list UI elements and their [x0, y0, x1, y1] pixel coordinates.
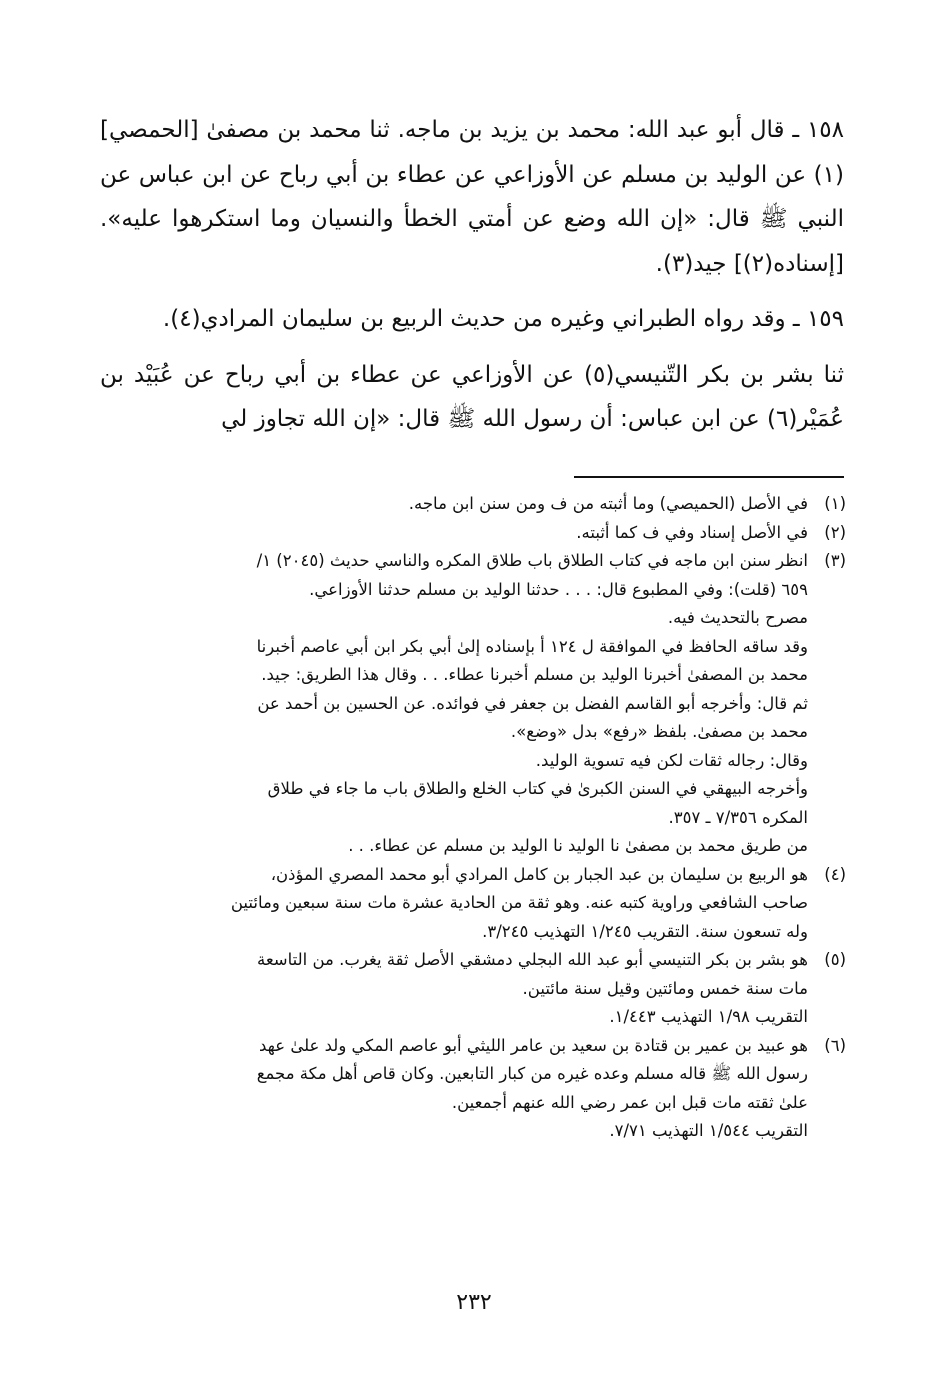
- main-text: [100, 108, 844, 442]
- footnote-body: [100, 946, 808, 1032]
- footnote-line: رسول الله ﷺ قاله مسلم وعده غيره من كبار التابعين. وكان قاص أهل مكة مجمع: [256, 1064, 808, 1083]
- footnote-line: وله تسعون سنة. التقريب ١/٢٤٥ التهذيب ٣/٢٤٥.: [482, 921, 808, 941]
- footnote-line: وأخرجه البيهقي في السنن الكبرىٰ في كتاب الخلع والطلاق باب ما جاء في طلاق: [267, 779, 808, 798]
- footnote-number: (٥): [824, 950, 846, 969]
- footnote-line: محمد بن مصفىٰ. بلفظ «رفع» بدل «وضع».: [510, 722, 808, 741]
- footnote-line: وقال: رجاله ثقات لكن فيه تسوية الوليد.: [535, 750, 808, 770]
- footnote-line: انظر سنن ابن ماجه في كتاب الطلاق باب طلاق المكره والناسي حديث (٢٠٤٥) ١/: [256, 551, 808, 570]
- footnote-line: في الأصل إسناد وفي ف كما أثبته.: [576, 522, 808, 542]
- footnote-3: [100, 547, 846, 861]
- footnote-line: مصرح بالتحديث فيه.: [667, 608, 808, 627]
- footnote-line: محمد بن المصفىٰ أخبرنا الوليد بن مسلم أخبرنا عطاء. . . وقال هذا الطريق: جيد.: [261, 665, 808, 684]
- footnote-1: [100, 490, 846, 519]
- chain-paragraph: ثنا بشر بن بكر التّنيسي(٥) عن الأوزاعي عن عطاء بن أبي رباح عن عُبَيْد بن عُمَيْر(٦) عن ابن عباس: أن رسول الله ﷺ قال: «إن الله تجاوز لي: [100, 361, 844, 432]
- footnote-4: [100, 861, 846, 947]
- footnote-line: ٦٥٩ (قلت): وفي المطبوع قال: . . . حدثنا الوليد بن مسلم حدثنا الأوزاعي.: [309, 579, 808, 599]
- footnote-line: في الأصل (الحميصي) وما أثبته من ف ومن سنن ابن ماجه.: [408, 494, 808, 513]
- footnote-body: [100, 490, 808, 519]
- footnote-line: من طريق محمد بن مصفىٰ نا الوليد نا الوليد بن مسلم عن عطاء. . .: [348, 836, 808, 855]
- hadith-159-paragraph: ١٥٩ ـ وقد رواه الطبراني وغيره من حديث الربيع بن سليمان المرادي(٤).: [162, 306, 844, 332]
- footnote-line: علىٰ ثقته مات قبل ابن عمر رضي الله عنهم أجمعين.: [451, 1092, 808, 1112]
- footnote-line: صاحب الشافعي وراوية كتبه عنه. وهو ثقة من الحادية عشرة مات سنة سبعين ومائتين: [230, 893, 808, 912]
- footnote-line: هو عبيد بن عمير بن قتادة بن سعيد بن عامر الليثي أبو عاصم المكي ولد علىٰ عهد: [258, 1035, 808, 1055]
- footnote-6: [100, 1032, 846, 1146]
- footnotes: [100, 490, 846, 1146]
- footnote-line: مات سنة خمس ومائتين وقيل سنة مائتين.: [522, 978, 808, 998]
- footnote-body: [100, 861, 808, 947]
- footnote-line: وقد ساقه الحافظ في الموافقة ل ١٢٤ أ بإسناده إلىٰ أبي بكر ابن أبي عاصم أخبرنا: [256, 636, 808, 656]
- footnote-line: هو الربيع بن سليمان بن عبد الجبار بن كامل المرادي أبو محمد المصري المؤذن،: [270, 864, 808, 884]
- footnote-body: [100, 1032, 808, 1146]
- footnote-2: [100, 519, 846, 548]
- footnote-number: (٢): [824, 522, 846, 542]
- footnote-line: هو بشر بن بكر التنيسي أبو عبد الله البجلي دمشقي الأصل ثقة يغرب. من التاسعة: [257, 950, 808, 969]
- footnote-line: المكره ٧/٣٥٦ ـ ٣٥٧.: [668, 807, 808, 827]
- hadith-158-paragraph: ١٥٨ ـ قال أبو عبد الله: محمد بن يزيد بن ماجه. ثنا محمد بن مصفىٰ [الحمصي](١) عن الوليد بن مسلم عن الأوزاعي عن عطاء بن أبي رباح عن ابن عباس عن النبي ﷺ قال: «إن الله وضع عن أمتي الخطأ والنسيان وما استكرهوا عليه». [إسناده(٢)] جيد(٣).: [100, 117, 844, 277]
- footnote-line: التقريب ١/٩٨ التهذيب ١/٤٤٣.: [609, 1007, 808, 1026]
- footnote-line: التقريب ١/٥٤٤ التهذيب ٧/٧١.: [609, 1121, 808, 1140]
- footnote-number: (٣): [824, 551, 846, 570]
- footnote-number: (٦): [824, 1035, 846, 1055]
- footnote-5: [100, 946, 846, 1032]
- page-number: ٢٣٢: [456, 1290, 492, 1315]
- footnote-line: ثم قال: وأخرجه أبو القاسم الفضل بن جعفر في فوائده. عن الحسين بن أحمد عن: [257, 693, 808, 713]
- footnote-body: [100, 547, 808, 861]
- footnote-number: (١): [824, 494, 846, 513]
- footnote-body: [100, 519, 808, 548]
- footnote-divider: [574, 476, 844, 478]
- footnote-number: (٤): [824, 864, 846, 884]
